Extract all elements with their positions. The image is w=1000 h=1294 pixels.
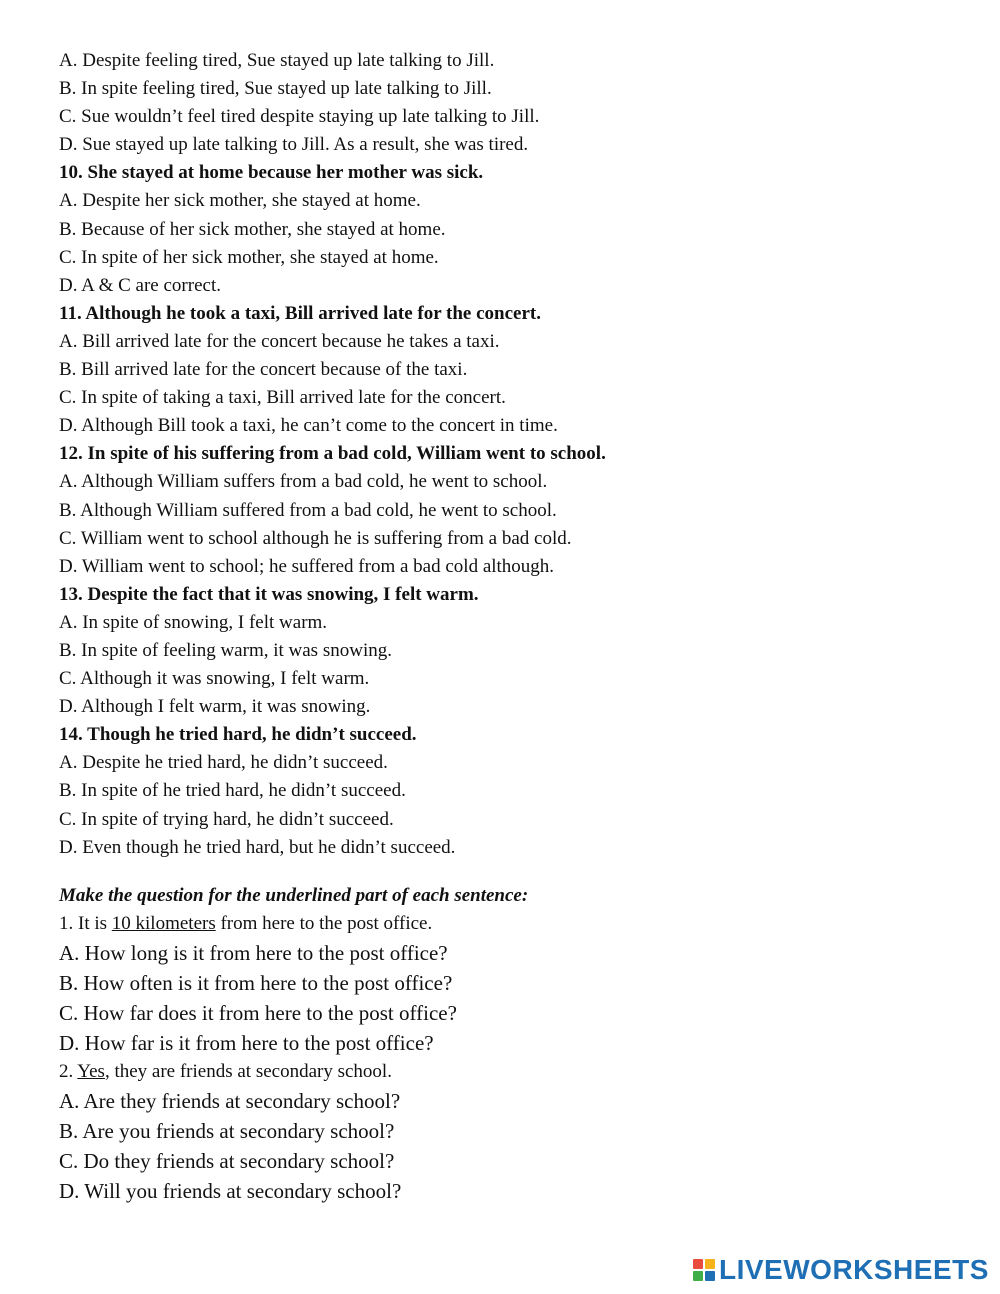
answer-option[interactable]: D. Even though he tried hard, but he didn’t succeed. [59, 836, 456, 858]
answer-option[interactable]: D. A & C are correct. [59, 274, 221, 296]
underlined-part: 10 kilometers [111, 912, 216, 934]
question-2-sentence: 2. Yes, they are friends at secondary school. [59, 1060, 392, 1082]
answer-option[interactable]: B. Bill arrived late for the concert because of the taxi. [59, 359, 468, 381]
answer-option[interactable]: D. Although I felt warm, it was snowing. [59, 696, 371, 718]
question-heading: 11. Although he took a taxi, Bill arrived late for the concert. [59, 302, 541, 324]
answer-option[interactable]: B. In spite of feeling warm, it was snowing. [59, 639, 392, 661]
answer-option[interactable]: B. Although William suffered from a bad cold, he went to school. [59, 499, 557, 521]
answer-option[interactable]: B. In spite of he tried hard, he didn’t succeed. [59, 780, 406, 802]
question-2-option-c[interactable]: C. Do they friends at secondary school? [59, 1148, 395, 1173]
question-heading: 10. She stayed at home because her mother was sick. [59, 162, 484, 184]
question-heading: 13. Despite the fact that it was snowing, I felt warm. [59, 583, 479, 605]
question-1-sentence: 1. It is 10 kilometers from here to the post office. [59, 912, 433, 934]
answer-option[interactable]: A. Despite feeling tired, Sue stayed up late talking to Jill. [59, 50, 495, 71]
answer-option[interactable]: A. Despite her sick mother, she stayed at home. [59, 190, 421, 212]
answer-option[interactable]: D. Although Bill took a taxi, he can’t come to the concert in time. [59, 415, 558, 437]
answer-option[interactable]: C. In spite of trying hard, he didn’t succeed. [59, 808, 394, 830]
logo-square [705, 1259, 715, 1269]
answer-option[interactable]: D. Sue stayed up late talking to Jill. As a result, she was tired. [59, 134, 529, 156]
question-heading: 14. Though he tried hard, he didn’t succeed. [59, 724, 417, 746]
answer-option[interactable]: A. In spite of snowing, I felt warm. [59, 611, 328, 633]
liveworksheets-logo[interactable] [693, 1255, 989, 1285]
instruction-heading: Make the question for the underlined part of each sentence: [59, 884, 529, 906]
question-heading: 12. In spite of his suffering from a bad cold, William went to school. [59, 443, 606, 465]
answer-option[interactable]: A. Despite he tried hard, he didn’t succeed. [59, 752, 388, 774]
answer-option[interactable]: C. Although it was snowing, I felt warm. [59, 668, 370, 690]
question-1-option-d[interactable]: D. How far is it from here to the post office? [59, 1030, 434, 1055]
answer-option[interactable]: A. Although William suffers from a bad cold, he went to school. [59, 471, 548, 493]
answer-option[interactable]: A. Bill arrived late for the concert because he takes a taxi. [59, 330, 500, 352]
question-2-option-a[interactable]: A. Are they friends at secondary school? [59, 1088, 401, 1113]
question-1-option-b[interactable]: B. How often is it from here to the post office? [59, 970, 453, 995]
multiple-choice-section [59, 47, 959, 862]
question-1-option-c[interactable]: C. How far does it from here to the post office? [59, 1000, 457, 1025]
logo-grid-icon [693, 1259, 715, 1281]
underlined-part: Yes [77, 1060, 105, 1082]
question-1-option-a[interactable]: A. How long is it from here to the post office? [59, 940, 448, 965]
answer-option[interactable]: C. William went to school although he is suffering from a bad cold. [59, 527, 572, 549]
logo-text: LIVEWORKSHEETS [719, 1254, 989, 1285]
answer-option[interactable]: D. William went to school; he suffered from a bad cold although. [59, 555, 555, 577]
answer-option[interactable]: C. In spite of her sick mother, she stayed at home. [59, 246, 439, 268]
answer-option[interactable]: C. Sue wouldn’t feel tired despite staying up late talking to Jill. [59, 106, 540, 128]
logo-square [705, 1271, 715, 1281]
logo-square [693, 1259, 703, 1269]
answer-option[interactable]: C. In spite of taking a taxi, Bill arrived late for the concert. [59, 387, 506, 409]
question-2-option-d[interactable]: D. Will you friends at secondary school? [59, 1178, 402, 1203]
question-2-option-b[interactable]: B. Are you friends at secondary school? [59, 1118, 395, 1143]
worksheet-page [59, 47, 959, 1206]
logo-square [693, 1271, 703, 1281]
answer-option[interactable]: B. Because of her sick mother, she stayed at home. [59, 218, 446, 240]
answer-option[interactable]: B. In spite feeling tired, Sue stayed up late talking to Jill. [59, 78, 492, 100]
